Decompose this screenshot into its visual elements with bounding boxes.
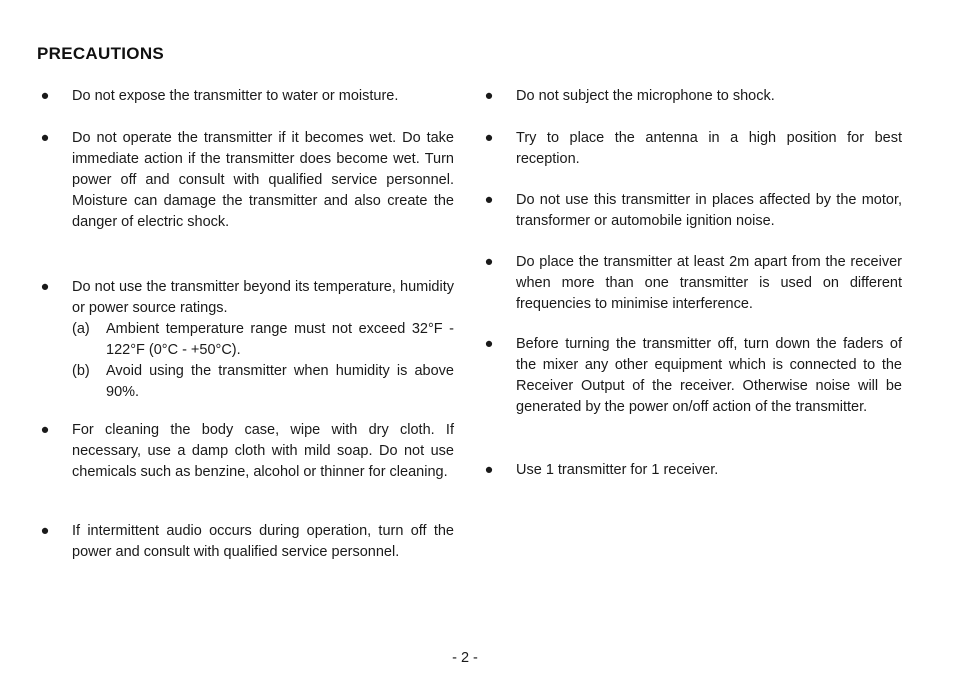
list-item bbox=[484, 334, 902, 418]
bullet-icon: ● bbox=[484, 336, 494, 352]
item-text: For cleaning the body case, wipe with dry cloth. If necessary, use a damp cloth with mild soap. Do not use chemicals such as benzine, alcohol or thinner for cleaning. bbox=[72, 422, 454, 480]
bullet-icon: ● bbox=[40, 88, 50, 104]
bullet-icon: ● bbox=[40, 130, 50, 146]
item-text: Do not use this transmitter in places affected by the motor, transformer or automobile ignition noise. bbox=[516, 192, 902, 229]
bullet-icon: ● bbox=[40, 422, 50, 438]
sub-item bbox=[72, 361, 454, 403]
sub-item bbox=[72, 319, 454, 361]
list-item bbox=[484, 252, 902, 315]
item-text: If intermittent audio occurs during operation, turn off the power and consult with qualified service personnel. bbox=[72, 523, 454, 560]
list-item bbox=[40, 521, 454, 563]
sub-item-label: (a) bbox=[72, 321, 90, 337]
list-item bbox=[40, 277, 454, 403]
bullet-icon: ● bbox=[484, 254, 494, 270]
page-title: PRECAUTIONS bbox=[37, 44, 165, 63]
sub-item-label: (b) bbox=[72, 363, 90, 379]
bullet-icon: ● bbox=[40, 523, 50, 539]
item-text: Do not operate the transmitter if it becomes wet. Do take immediate action if the transmitter does become wet. Turn power off and consult with qualified service personnel. Moisture can damage the transmitter and also create the danger of electric shock. bbox=[72, 130, 454, 230]
sub-item-text: Avoid using the transmitter when humidity is above 90%. bbox=[106, 363, 454, 400]
list-item bbox=[484, 86, 902, 107]
list-item bbox=[40, 86, 454, 107]
sub-item-text: Ambient temperature range must not exceed 32°F - 122°F (0°C - +50°C). bbox=[106, 321, 454, 358]
list-item bbox=[40, 128, 454, 233]
item-text: Try to place the antenna in a high position for best reception. bbox=[516, 130, 902, 167]
bullet-icon: ● bbox=[484, 88, 494, 104]
list-item bbox=[484, 128, 902, 170]
bullet-icon: ● bbox=[484, 462, 494, 478]
bullet-icon: ● bbox=[484, 192, 494, 208]
list-item bbox=[40, 420, 454, 483]
list-item bbox=[484, 190, 902, 232]
item-text-block bbox=[72, 277, 454, 403]
item-text: Do not use the transmitter beyond its temperature, humidity or power source ratings. bbox=[72, 279, 454, 316]
item-text: Before turning the transmitter off, turn down the faders of the mixer any other equipment which is connected to the Receiver Output of the receiver. Otherwise noise will be generated by the power on/off action of the transmitter. bbox=[516, 336, 902, 415]
bullet-icon: ● bbox=[40, 279, 50, 295]
item-text: Do place the transmitter at least 2m apart from the receiver when more than one transmitter is used on different frequencies to minimise interference. bbox=[516, 254, 902, 312]
item-text: Do not expose the transmitter to water or moisture. bbox=[72, 88, 399, 104]
page-number: - 2 - bbox=[452, 650, 478, 666]
item-text: Do not subject the microphone to shock. bbox=[516, 88, 775, 104]
list-item bbox=[484, 460, 902, 481]
bullet-icon: ● bbox=[484, 130, 494, 146]
item-text: Use 1 transmitter for 1 receiver. bbox=[516, 462, 719, 478]
